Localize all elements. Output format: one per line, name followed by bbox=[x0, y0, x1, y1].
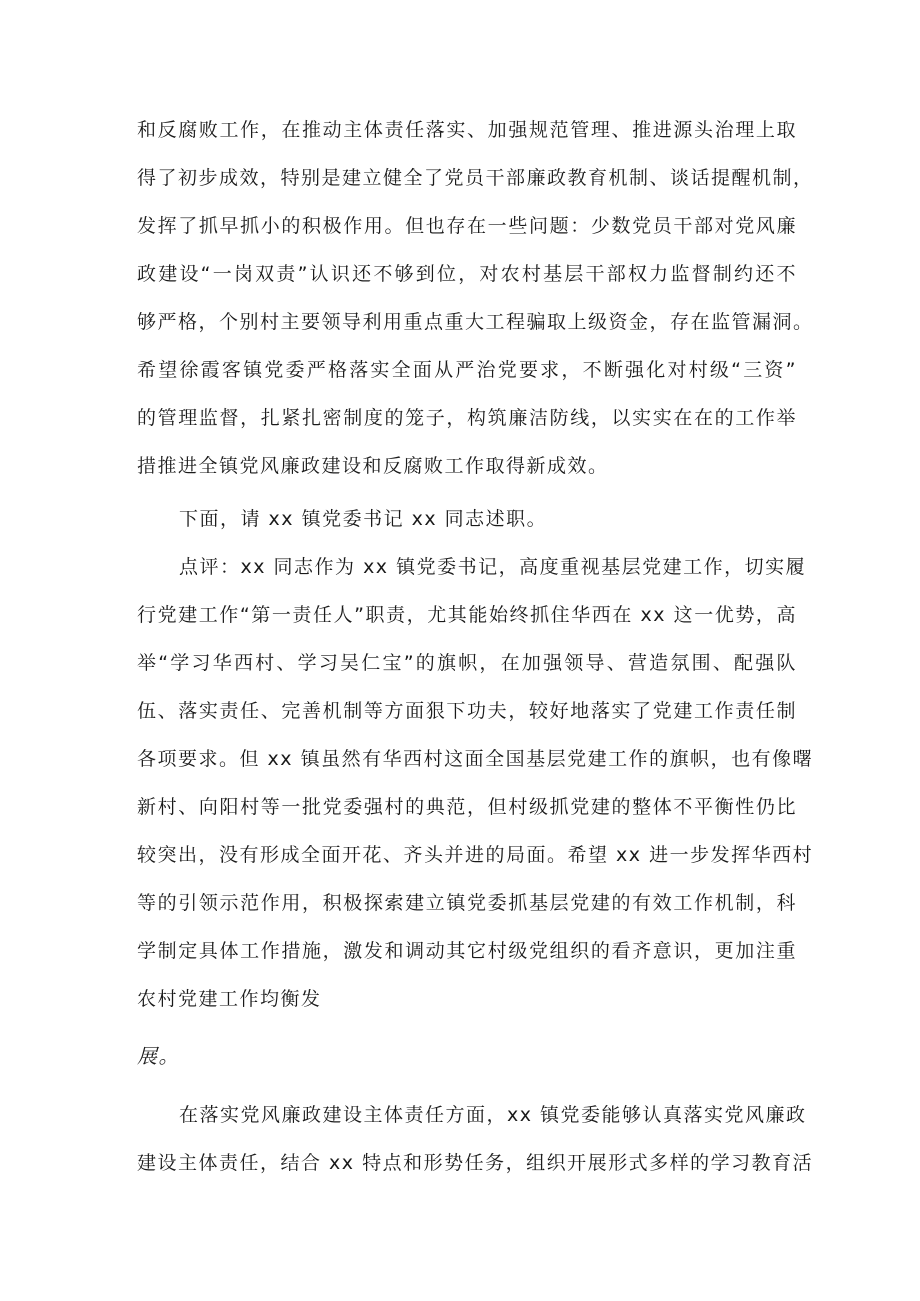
paragraph-line: 等的引领示范作用，积极探索建立镇党委抓基层党建的有效工作机制，科 bbox=[137, 892, 797, 914]
paragraph-line: 行党建工作“第一责任人”职责，尤其能始终抓住华西在 xx 这一优势，高 bbox=[137, 604, 797, 626]
paragraph-line: 学制定具体工作措施，激发和调动其它村级党组织的看齐意识，更加注重 bbox=[137, 940, 797, 962]
paragraph-line: 点评：xx 同志作为 xx 镇党委书记，高度重视基层党建工作，切实履 bbox=[179, 556, 807, 578]
paragraph-line: 措推进全镇党风廉政建设和反腐败工作取得新成效。 bbox=[137, 455, 609, 477]
paragraph-line: 伍、落实责任、完善机制等方面狠下功夫，较好地落实了党建工作责任制 bbox=[137, 700, 797, 722]
paragraph-line: 政建设“一岗双责”认识还不够到位，对农村基层干部权力监督制约还不 bbox=[137, 263, 797, 285]
paragraph-line: 农村党建工作均衡发 bbox=[137, 988, 322, 1010]
paragraph-line: 新村、向阳村等一批党委强村的典范，但村级抓党建的整体不平衡性仍比 bbox=[137, 796, 797, 818]
paragraph-line: 各项要求。但 xx 镇虽然有华西村这面全国基层党建工作的旗帜，也有像曙 bbox=[137, 748, 814, 770]
paragraph-line: 建设主体责任，结合 xx 特点和形势任务，组织开展形式多样的学习教育活 bbox=[137, 1152, 814, 1174]
paragraph-line: 展。 bbox=[137, 1044, 180, 1068]
paragraph-line: 下面，请 xx 镇党委书记 xx 同志述职。 bbox=[179, 508, 548, 530]
paragraph-line: 较突出，没有形成全面开花、齐头并进的局面。希望 xx 进一步发挥华西村 bbox=[137, 844, 814, 866]
paragraph-line: 和反腐败工作，在推动主体责任落实、加强规范管理、推进源头治理上取 bbox=[137, 119, 797, 141]
paragraph-line: 举“学习华西村、学习吴仁宝”的旗帜，在加强领导、营造氛围、配强队 bbox=[137, 652, 797, 674]
paragraph-line: 的管理监督，扎紧扎密制度的笼子，构筑廉洁防线，以实实在在的工作举 bbox=[137, 407, 797, 429]
paragraph-line: 得了初步成效，特别是建立健全了党员干部廉政教育机制、谈话提醒机制， bbox=[137, 167, 814, 189]
paragraph-line: 够严格，个别村主要领导利用重点重大工程骗取上级资金，存在监管漏洞。 bbox=[137, 311, 814, 333]
paragraph-line: 发挥了抓早抓小的积极作用。但也存在一些问题：少数党员干部对党风廉 bbox=[137, 215, 797, 237]
paragraph-line: 希望徐霞客镇党委严格落实全面从严治党要求，不断强化对村级“三资” bbox=[137, 359, 797, 381]
paragraph-line: 在落实党风廉政建设主体责任方面，xx 镇党委能够认真落实党风廉政 bbox=[179, 1104, 807, 1126]
